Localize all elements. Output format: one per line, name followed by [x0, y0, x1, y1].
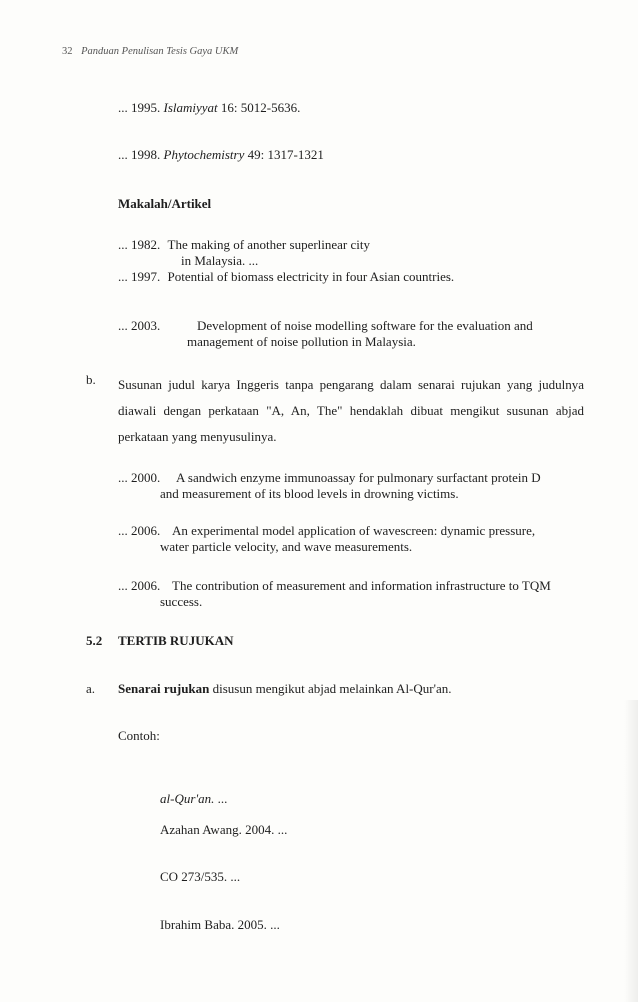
contoh-item	[160, 869, 240, 885]
page-number: 32	[62, 46, 73, 57]
contoh-item-text: Ibrahim Baba. 2005. ...	[160, 917, 280, 932]
point-b-paragraph: Susunan judul karya Inggeris tanpa pengarang dalam senarai rujukan yang judulnya diawali dengan perkataan "A, An, The" hendaklah dibuat mengikut susunan abjad perkataan yang menyusulinya.	[118, 377, 584, 444]
point-a-label: a.	[86, 681, 96, 696]
makalah-entry-continuation: management of noise pollution in Malaysia.	[187, 334, 416, 349]
point-b-label: b.	[86, 372, 96, 387]
point-a-text: disusun mengikut abjad melainkan Al-Qur'an.	[209, 681, 452, 696]
running-title: Panduan Penulisan Tesis Gaya UKM	[81, 46, 239, 57]
contoh-item	[160, 822, 287, 838]
example-entry-line: The contribution of measurement and information infrastructure to TQM	[172, 578, 551, 593]
contoh-item-italic: al-Qur'an.	[160, 791, 215, 806]
makalah-entry	[118, 237, 370, 253]
example-entry-continuation: success.	[160, 594, 203, 609]
ref-rest: 16: 5012-5636.	[217, 100, 301, 115]
contoh-item	[160, 791, 227, 807]
point-a-paragraph	[118, 681, 451, 697]
makalah-entry-continuation: in Malaysia. ...	[181, 253, 259, 268]
example-entry-lead: ... 2006.	[118, 523, 161, 538]
example-entry-continuation: and measurement of its blood levels in drowning victims.	[160, 486, 459, 501]
ref-title: Islamiyyat	[163, 100, 218, 115]
section-title: TERTIB RUJUKAN	[118, 633, 234, 648]
makalah-entry-line: Development of noise modelling software for the evaluation and	[197, 318, 533, 333]
contoh-item-text: CO 273/535. ...	[160, 869, 241, 884]
running-header	[62, 46, 238, 57]
example-entry-line: An experimental model application of wavescreen: dynamic pressure,	[172, 523, 536, 538]
reference-entry	[118, 147, 324, 163]
example-entry-continuation: water particle velocity, and wave measurements.	[160, 539, 413, 554]
ref-rest: 49: 1317-1321	[244, 147, 324, 162]
point-a-bold: Senarai rujukan	[118, 681, 210, 696]
ref-title: Phytochemistry	[163, 147, 245, 162]
example-entry-line: A sandwich enzyme immunoassay for pulmonary surfactant protein D	[176, 470, 541, 485]
example-entry-lead: ... 2000.	[118, 470, 161, 485]
ref-prefix: ... 1998.	[118, 147, 164, 162]
makalah-entry	[118, 269, 454, 285]
contoh-item	[160, 917, 280, 933]
section-number: 5.2	[86, 633, 103, 648]
page-edge-shadow	[624, 700, 638, 1002]
entry-line: The making of another superlinear city	[167, 237, 371, 252]
contoh-item-text: ...	[214, 791, 228, 806]
entry-lead: ... 1982.	[118, 237, 161, 252]
contoh-item-text: Azahan Awang. 2004. ...	[160, 822, 288, 837]
entry-line: Potential of biomass electricity in four Asian countries.	[167, 269, 455, 284]
entry-lead: ... 1997.	[118, 269, 161, 284]
example-entry-lead: ... 2006.	[118, 578, 161, 593]
subheading-makalah: Makalah/Artikel	[118, 196, 212, 211]
contoh-label: Contoh:	[118, 728, 160, 743]
makalah-entry-lead: ... 2003.	[118, 318, 161, 333]
reference-entry	[118, 100, 300, 116]
ref-prefix: ... 1995.	[118, 100, 164, 115]
